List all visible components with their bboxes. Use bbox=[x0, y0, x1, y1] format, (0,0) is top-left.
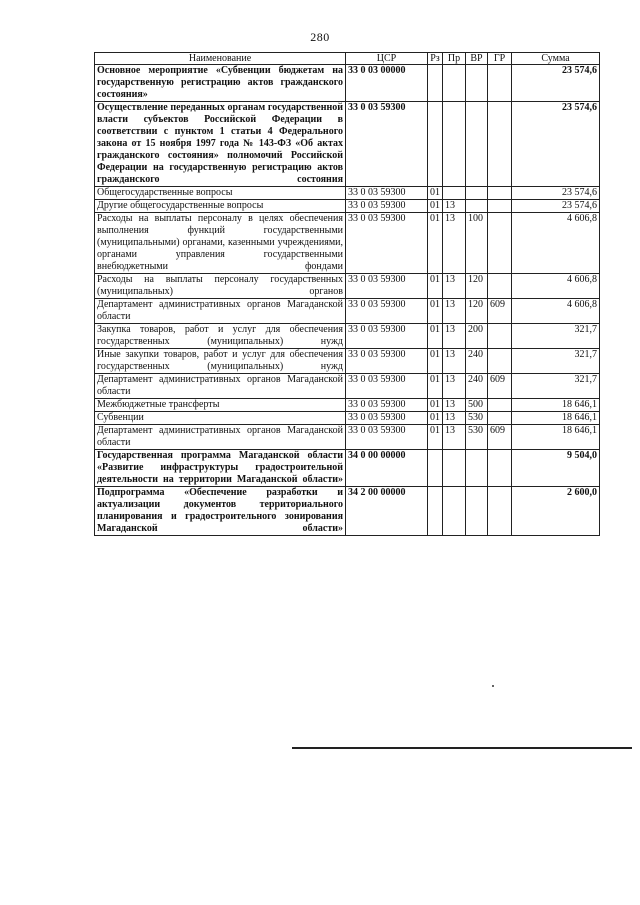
row-sum: 18 646,1 bbox=[512, 425, 600, 450]
page-number: 280 bbox=[310, 30, 330, 44]
row-vr bbox=[466, 187, 488, 200]
row-gr bbox=[488, 349, 512, 374]
row-pr bbox=[443, 187, 466, 200]
row-name: Межбюджетные трансферты bbox=[95, 399, 346, 412]
row-csr: 33 0 03 59300 bbox=[346, 187, 428, 200]
row-sum: 4 606,8 bbox=[512, 299, 600, 324]
row-gr bbox=[488, 399, 512, 412]
header-gr: ГР bbox=[488, 53, 512, 65]
row-pr: 13 bbox=[443, 200, 466, 213]
row-sum: 4 606,8 bbox=[512, 274, 600, 299]
row-vr: 100 bbox=[466, 213, 488, 274]
row-name: Закупка товаров, работ и услуг для обеспечения государственных (муниципальных) нужд bbox=[95, 324, 346, 349]
table-row bbox=[95, 374, 600, 399]
table-row bbox=[95, 299, 600, 324]
row-pr: 13 bbox=[443, 425, 466, 450]
row-gr bbox=[488, 102, 512, 187]
table-row bbox=[95, 487, 600, 536]
header-rz: Рз bbox=[428, 53, 443, 65]
row-name: Департамент административных органов Магаданской области bbox=[95, 425, 346, 450]
budget-table bbox=[94, 52, 600, 536]
row-csr: 33 0 03 59300 bbox=[346, 324, 428, 349]
row-gr bbox=[488, 274, 512, 299]
row-rz bbox=[428, 65, 443, 102]
row-pr: 13 bbox=[443, 299, 466, 324]
row-rz: 01 bbox=[428, 399, 443, 412]
table-row bbox=[95, 213, 600, 274]
row-gr bbox=[488, 187, 512, 200]
row-vr bbox=[466, 487, 488, 536]
row-pr: 13 bbox=[443, 274, 466, 299]
header-sum: Сумма bbox=[512, 53, 600, 65]
row-csr: 33 0 03 59300 bbox=[346, 412, 428, 425]
horizontal-rule bbox=[292, 747, 632, 749]
header-csr: ЦСР bbox=[346, 53, 428, 65]
row-vr: 200 bbox=[466, 324, 488, 349]
row-csr: 33 0 03 59300 bbox=[346, 374, 428, 399]
row-pr: 13 bbox=[443, 374, 466, 399]
row-sum: 23 574,6 bbox=[512, 102, 600, 187]
row-gr bbox=[488, 324, 512, 349]
row-vr bbox=[466, 102, 488, 187]
table-row bbox=[95, 65, 600, 102]
row-name: Департамент административных органов Магаданской области bbox=[95, 374, 346, 399]
row-vr: 240 bbox=[466, 349, 488, 374]
row-pr: 13 bbox=[443, 213, 466, 274]
row-csr: 34 0 00 00000 bbox=[346, 450, 428, 487]
row-vr bbox=[466, 200, 488, 213]
row-csr: 33 0 03 59300 bbox=[346, 274, 428, 299]
row-gr: 609 bbox=[488, 425, 512, 450]
row-gr bbox=[488, 200, 512, 213]
row-sum: 2 600,0 bbox=[512, 487, 600, 536]
row-rz: 01 bbox=[428, 200, 443, 213]
row-csr: 33 0 03 00000 bbox=[346, 65, 428, 102]
scan-speck bbox=[492, 685, 494, 687]
row-csr: 33 0 03 59300 bbox=[346, 102, 428, 187]
row-name: Иные закупки товаров, работ и услуг для обеспечения государственных (муниципальных) нужд bbox=[95, 349, 346, 374]
row-vr bbox=[466, 65, 488, 102]
row-sum: 9 504,0 bbox=[512, 450, 600, 487]
row-vr: 120 bbox=[466, 274, 488, 299]
row-gr bbox=[488, 65, 512, 102]
row-name: Департамент административных органов Магаданской области bbox=[95, 299, 346, 324]
header-vr: ВР bbox=[466, 53, 488, 65]
table-row bbox=[95, 200, 600, 213]
row-name: Субвенции bbox=[95, 412, 346, 425]
row-gr: 609 bbox=[488, 299, 512, 324]
table-row bbox=[95, 102, 600, 187]
row-csr: 34 2 00 00000 bbox=[346, 487, 428, 536]
row-vr: 530 bbox=[466, 425, 488, 450]
row-sum: 321,7 bbox=[512, 324, 600, 349]
row-gr bbox=[488, 412, 512, 425]
row-csr: 33 0 03 59300 bbox=[346, 349, 428, 374]
row-sum: 23 574,6 bbox=[512, 187, 600, 200]
table-row bbox=[95, 450, 600, 487]
row-rz: 01 bbox=[428, 349, 443, 374]
row-pr: 13 bbox=[443, 324, 466, 349]
row-rz: 01 bbox=[428, 187, 443, 200]
row-rz: 01 bbox=[428, 374, 443, 399]
row-csr: 33 0 03 59300 bbox=[346, 399, 428, 412]
row-csr: 33 0 03 59300 bbox=[346, 213, 428, 274]
row-sum: 18 646,1 bbox=[512, 412, 600, 425]
table-row bbox=[95, 274, 600, 299]
row-sum: 23 574,6 bbox=[512, 200, 600, 213]
table-row bbox=[95, 349, 600, 374]
row-gr bbox=[488, 450, 512, 487]
row-name: Государственная программа Магаданской области «Развитие инфраструктуры градостроительной деятельности на территории Магаданской области» bbox=[95, 450, 346, 487]
row-rz: 01 bbox=[428, 274, 443, 299]
table-row bbox=[95, 187, 600, 200]
row-rz bbox=[428, 102, 443, 187]
row-name: Общегосударственные вопросы bbox=[95, 187, 346, 200]
row-gr: 609 bbox=[488, 374, 512, 399]
row-vr bbox=[466, 450, 488, 487]
row-sum: 321,7 bbox=[512, 374, 600, 399]
table-row bbox=[95, 425, 600, 450]
header-pr: Пр bbox=[443, 53, 466, 65]
row-vr: 530 bbox=[466, 412, 488, 425]
row-sum: 321,7 bbox=[512, 349, 600, 374]
row-pr: 13 bbox=[443, 399, 466, 412]
row-pr bbox=[443, 65, 466, 102]
table-header-row bbox=[95, 53, 600, 65]
table-row bbox=[95, 399, 600, 412]
row-name: Подпрограмма «Обеспечение разработки и актуализации документов территориального планирования и градостроительного зонирования Магаданской области» bbox=[95, 487, 346, 536]
row-csr: 33 0 03 59300 bbox=[346, 200, 428, 213]
row-name: Основное мероприятие «Субвенции бюджетам на государственную регистрацию актов гражданского состояния» bbox=[95, 65, 346, 102]
table-row bbox=[95, 324, 600, 349]
row-pr: 13 bbox=[443, 412, 466, 425]
row-pr: 13 bbox=[443, 349, 466, 374]
row-name: Расходы на выплаты персоналу государственных (муниципальных) органов bbox=[95, 274, 346, 299]
row-sum: 23 574,6 bbox=[512, 65, 600, 102]
row-rz: 01 bbox=[428, 213, 443, 274]
row-gr bbox=[488, 213, 512, 274]
row-sum: 18 646,1 bbox=[512, 399, 600, 412]
row-name: Расходы на выплаты персоналу в целях обеспечения выполнения функций государственными (муниципальными) органами, казенными учреждениями, органами управления государственными внебюджетными фондами bbox=[95, 213, 346, 274]
row-name: Осуществление переданных органам государственной власти субъектов Российской Федерации в соответствии с пунктом 1 статьи 4 Федерального закона от 15 ноября 1997 года № 143-ФЗ «Об актах гражданского состояния» полномочий Российской Федерации на государственную регистрацию актов гражданского состояния bbox=[95, 102, 346, 187]
row-vr: 240 bbox=[466, 374, 488, 399]
table-row bbox=[95, 412, 600, 425]
row-vr: 500 bbox=[466, 399, 488, 412]
row-rz: 01 bbox=[428, 425, 443, 450]
row-vr: 120 bbox=[466, 299, 488, 324]
row-name: Другие общегосударственные вопросы bbox=[95, 200, 346, 213]
row-csr: 33 0 03 59300 bbox=[346, 299, 428, 324]
row-rz: 01 bbox=[428, 299, 443, 324]
row-rz: 01 bbox=[428, 412, 443, 425]
row-csr: 33 0 03 59300 bbox=[346, 425, 428, 450]
row-pr bbox=[443, 487, 466, 536]
row-pr bbox=[443, 450, 466, 487]
row-sum: 4 606,8 bbox=[512, 213, 600, 274]
row-gr bbox=[488, 487, 512, 536]
header-name: Наименование bbox=[95, 53, 346, 65]
row-rz: 01 bbox=[428, 324, 443, 349]
row-pr bbox=[443, 102, 466, 187]
row-rz bbox=[428, 450, 443, 487]
row-rz bbox=[428, 487, 443, 536]
